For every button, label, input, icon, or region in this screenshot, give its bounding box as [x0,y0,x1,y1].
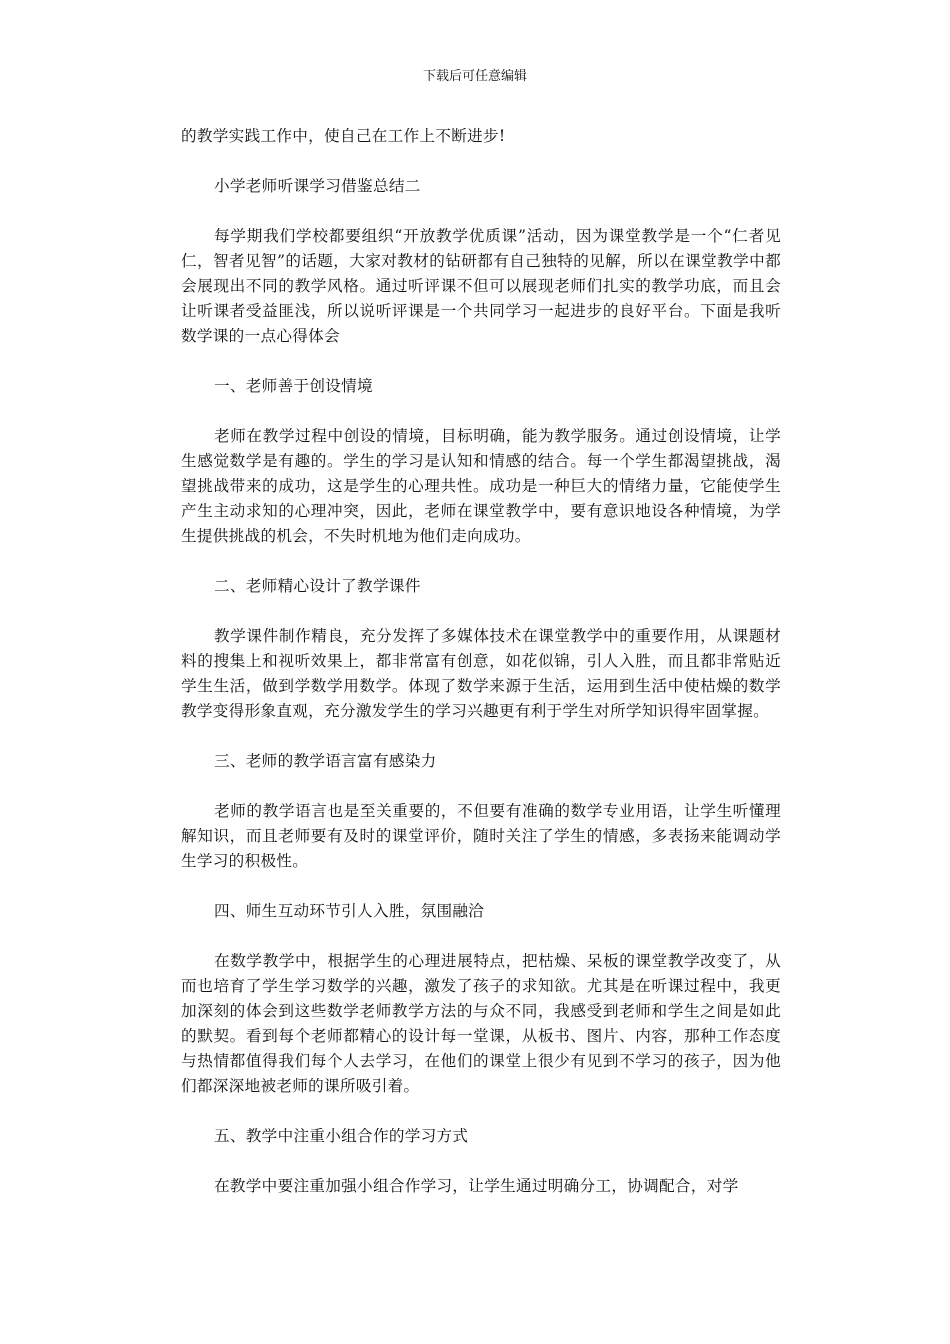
document-title: 小学老师听课学习借鉴总结二 [214,177,421,195]
section-5-heading: 五、教学中注重小组合作的学习方式 [214,1127,469,1145]
section-1-heading: 一、老师善于创设情境 [214,377,373,395]
section-2-heading: 二、老师精心设计了教学课件 [214,577,421,595]
section-2-paragraph: 教学课件制作精良，充分发挥了多媒体技术在课堂教学中的重要作用，从课题材料的搜集上和视听效果上，都非常富有创意，如花似锦，引人入胜，而且都非常贴近学生生活，做到学数学用数学。体现了数学来源于生活，运用到生活中使枯燥的数学教学变得形象直观，充分激发学生的学习兴趣更有利于学生对所学知识得牢固掌握。 [181,627,781,720]
page-header-note: 下载后可任意编辑 [422,69,527,84]
section-5-paragraph: 在教学中要注重加强小组合作学习，让学生通过明确分工，协调配合，对学 [214,1177,739,1195]
section-3-paragraph: 老师的教学语言也是至关重要的，不但要有准确的数学专业用语，让学生听懂理解知识，而且老师要有及时的课堂评价，随时关注了学生的情感，多表扬来能调动学生学习的积极性。 [181,802,781,870]
section-4-heading: 四、师生互动环节引人入胜，氛围融洽 [214,902,485,920]
section-4-paragraph: 在数学教学中，根据学生的心理进展特点，把枯燥、呆板的课堂教学改变了，从而也培育了学生学习数学的兴趣，激发了孩子的求知欲。尤其是在听课过程中，我更加深刻的体会到这些数学老师教学方法的与众不同，我感受到老师和学生之间是如此的默契。看到每个老师都精心的设计每一堂课，从板书、图片、内容，那种工作态度与热情都值得我们每个人去学习，在他们的课堂上很少有见到不学习的孩子，因为他们都深深地被老师的课所吸引着。 [181,952,781,1095]
intro-paragraph: 每学期我们学校都要组织“开放教学优质课”活动，因为课堂教学是一个“仁者见仁，智者见智”的话题，大家对教材的钻研都有自己独特的见解，所以在课堂教学中都会展现出不同的教学风格。通过听评课不但可以展现老师们扎实的教学功底，而且会让听课者受益匪浅，所以说听评课是一个共同学习一起进步的良好平台。下面是我听数学课的一点心得体会 [181,227,781,345]
document-body [181,124,781,1224]
section-3-heading: 三、老师的教学语言富有感染力 [214,752,437,770]
lead-paragraph-fragment: 的教学实践工作中，使自己在工作上不断进步! [181,127,506,145]
section-1-paragraph: 老师在教学过程中创设的情境，目标明确，能为教学服务。通过创设情境，让学生感觉数学是有趣的。学生的学习是认知和情感的结合。每一个学生都渴望挑战，渴望挑战带来的成功，这是学生的心理共性。成功是一种巨大的情绪力量，它能使学生产生主动求知的心理冲突，因此，老师在课堂教学中，要有意识地设各种情境，为学生提供挑战的机会，不失时机地为他们走向成功。 [181,427,781,545]
